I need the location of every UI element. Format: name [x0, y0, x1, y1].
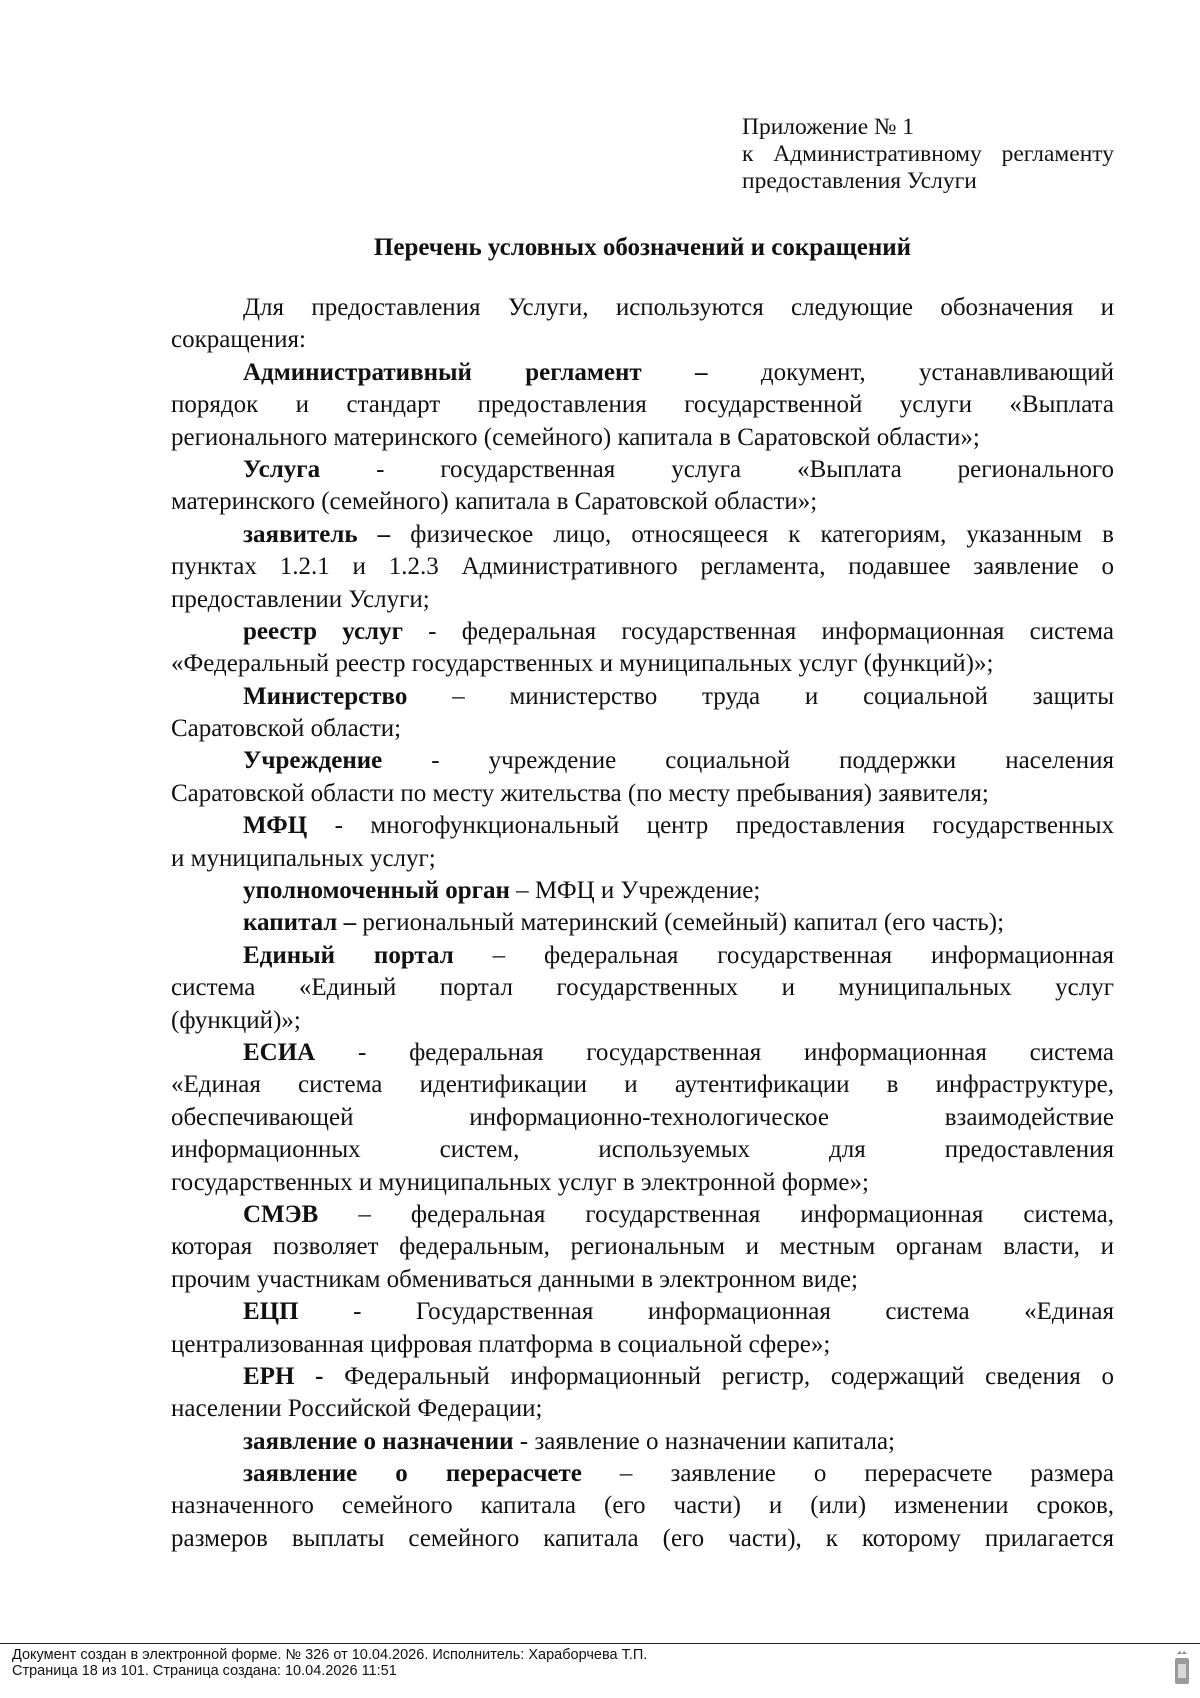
line-text: документ, устанавливающий — [707, 358, 1114, 386]
text-line — [171, 551, 1114, 583]
text-line — [171, 616, 1114, 648]
term-label: реестр услуг — [243, 617, 403, 645]
line-text: населении Российской Федерации; — [171, 1395, 543, 1423]
text-line — [171, 1426, 1114, 1458]
text-line — [171, 843, 1114, 875]
line-text: региональный материнский (семейный) капитал (его часть); — [356, 909, 1005, 937]
text-line — [171, 1458, 1114, 1490]
footer-line-1: Документ создан в электронной форме. № 326 от 10.04.2026. Исполнитель: Хараборчева Т.П. — [12, 1647, 648, 1663]
line-text: материнского (семейного) капитала в Саратовской области»; — [171, 488, 818, 516]
line-text: – федеральная государственная информационная — [453, 941, 1114, 969]
text-line — [171, 1069, 1114, 1101]
text-line — [171, 875, 1114, 907]
line-text: размеров выплаты семейного капитала (его части), к которому прилагается — [171, 1524, 1114, 1552]
line-text: Саратовской области по месту жительства (по месту пребывания) заявителя; — [171, 779, 989, 807]
text-line — [171, 1393, 1114, 1425]
line-text: «Федеральный реестр государственных и муниципальных услуг (функций)»; — [171, 650, 994, 678]
line-text: - федеральная государственная информационная система — [315, 1038, 1114, 1066]
line-text: - многофункциональный центр предоставления государственных — [307, 812, 1114, 840]
text-line — [171, 357, 1114, 389]
line-text: которая позволяет федеральным, региональным и местным органам власти, и — [171, 1233, 1114, 1261]
line-text: – федеральная государственная информационная система, — [318, 1200, 1114, 1228]
text-line — [171, 584, 1114, 616]
term-label: Министерство — [243, 682, 408, 710]
text-line — [171, 778, 1114, 810]
text-line — [171, 422, 1114, 454]
text-line — [171, 810, 1114, 842]
term-label: заявление о назначении — [243, 1427, 514, 1455]
line-text: - заявление о назначении капитала; — [513, 1427, 895, 1455]
term-label: ЕСИА — [243, 1038, 316, 1066]
text-line — [171, 1005, 1114, 1037]
term-label: Административный регламент – — [243, 358, 708, 386]
appendix-line-1: Приложение № 1 — [742, 114, 915, 140]
text-line — [171, 681, 1114, 713]
line-text: регионального материнского (семейного) капитала в Саратовской области»; — [171, 423, 980, 451]
line-text: порядок и стандарт предоставления государственной услуги «Выплата — [171, 391, 1114, 419]
line-text: (функций)»; — [171, 1006, 301, 1034]
line-text: – заявление о перерасчете размера — [581, 1460, 1114, 1488]
line-text: физическое лицо, относящееся к категориям, указанным в — [390, 520, 1114, 548]
line-text: - Государственная информационная система «Единая — [298, 1298, 1114, 1326]
term-label: ЕРН - — [243, 1362, 324, 1390]
line-text: обеспечивающей информационно-технологическое взаимодействие — [171, 1103, 1114, 1131]
line-text: пунктах 1.2.1 и 1.2.3 Административного регламента, подавшее заявление о — [171, 553, 1114, 581]
term-label: Учреждение — [243, 747, 383, 775]
text-line — [171, 389, 1114, 421]
term-label: уполномоченный орган — [243, 877, 510, 905]
line-text: предоставлении Услуги; — [171, 585, 430, 613]
line-text: Федеральный информационный регистр, содержащий сведения о — [323, 1362, 1114, 1390]
text-line — [171, 1329, 1114, 1361]
line-text: Для предоставления Услуги, используются следующие обозначения и — [243, 294, 1114, 321]
text-line — [171, 486, 1114, 518]
line-text: централизованная цифровая платформа в социальной сфере»; — [171, 1330, 831, 1358]
text-line — [171, 745, 1114, 777]
page-title: Перечень условных обозначений и сокращений — [373, 234, 912, 261]
term-label: заявление о перерасчете — [243, 1460, 582, 1488]
text-line — [171, 940, 1114, 972]
text-line — [171, 292, 1114, 324]
document-footer — [12, 1648, 1112, 1679]
appendix-header — [742, 114, 1114, 195]
text-line — [171, 713, 1114, 745]
term-label: Услуга — [243, 455, 321, 483]
line-text: система «Единый портал государственных и муниципальных услуг — [171, 974, 1114, 1002]
term-label: СМЭВ — [243, 1200, 319, 1228]
term-label: капитал – — [243, 909, 357, 937]
line-text: - федеральная государственная информационная система — [402, 617, 1114, 645]
footer-divider — [0, 1643, 1200, 1644]
line-text: государственных и муниципальных услуг в электронной форме»; — [171, 1168, 869, 1196]
text-line — [171, 324, 1114, 356]
text-line — [171, 1037, 1114, 1069]
line-text: прочим участникам обмениваться данными в электронном виде; — [171, 1265, 858, 1293]
text-line — [171, 1361, 1114, 1393]
term-label: ЕЦП — [243, 1298, 299, 1326]
line-text: - государственная услуга «Выплата регионального — [320, 455, 1114, 483]
line-text: назначенного семейного капитала (его части) и (или) изменении сроков, — [171, 1492, 1114, 1520]
text-line — [171, 454, 1114, 486]
text-line — [171, 519, 1114, 551]
text-line — [171, 1167, 1114, 1199]
term-label: заявитель – — [243, 520, 391, 548]
line-text: – МФЦ и Учреждение; — [509, 877, 761, 905]
text-line — [171, 1102, 1114, 1134]
text-line — [171, 1296, 1114, 1328]
line-text: - учреждение социальной поддержки населения — [382, 747, 1114, 775]
line-text: Саратовской области; — [171, 715, 402, 743]
text-line — [171, 972, 1114, 1004]
appendix-line-2: к Административному регламенту — [742, 141, 1114, 167]
text-line — [171, 648, 1114, 680]
term-label: Единый портал — [243, 941, 454, 969]
text-line — [171, 907, 1114, 939]
text-line — [171, 1490, 1114, 1522]
text-line — [171, 1231, 1114, 1263]
text-line — [171, 1264, 1114, 1296]
line-text: – министерство труда и социальной защиты — [407, 682, 1114, 710]
term-label: МФЦ — [243, 812, 308, 840]
line-text: информационных систем, используемых для предоставления — [171, 1136, 1114, 1164]
line-text: «Единая система идентификации и аутентификации в инфраструктуре, — [171, 1071, 1114, 1099]
line-text: сокращения: — [171, 326, 306, 354]
document-body — [171, 292, 1114, 1555]
footer-line-2: Страница 18 из 101. Страница создана: 10.04.2026 11:51 — [12, 1662, 397, 1679]
coat-of-arms-icon — [1172, 1650, 1192, 1688]
text-line — [171, 1134, 1114, 1166]
appendix-line-3: предоставления Услуги — [742, 168, 977, 194]
text-line — [171, 1199, 1114, 1231]
line-text: и муниципальных услуг; — [171, 844, 436, 872]
text-line — [171, 1523, 1114, 1555]
